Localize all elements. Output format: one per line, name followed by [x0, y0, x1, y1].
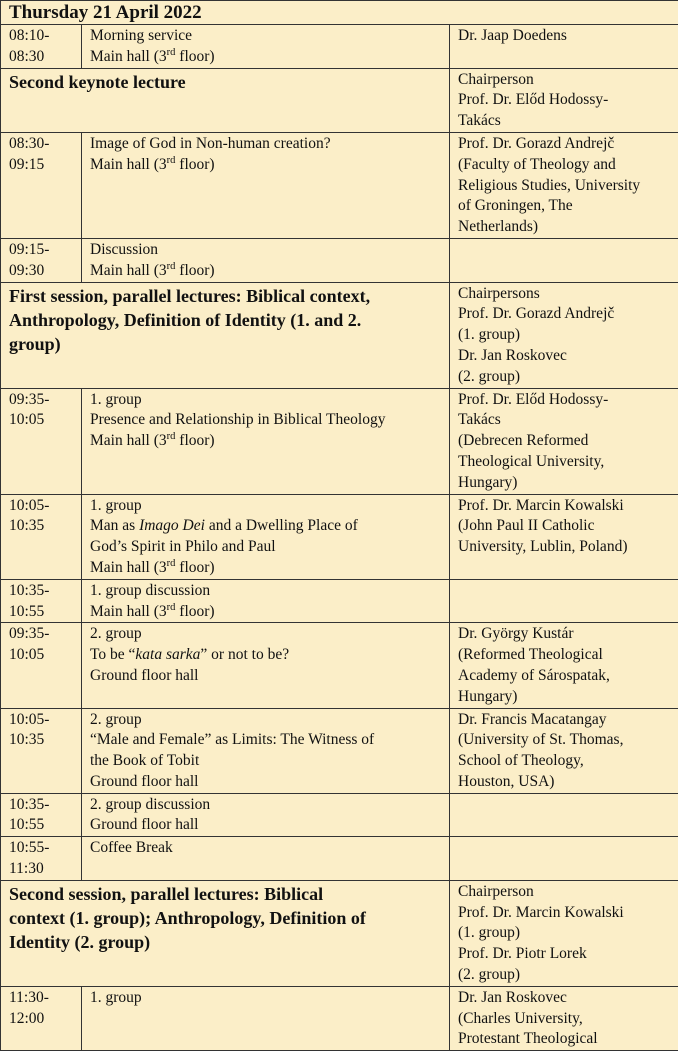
chairperson-cell [450, 68, 678, 132]
session-row [1, 986, 678, 1050]
chairperson-line: Chairperson [458, 70, 670, 91]
speaker-cell [450, 708, 678, 793]
session-line: Ground floor hall [90, 772, 441, 793]
section-header-row [1, 68, 678, 132]
time-line: 08:30 [9, 47, 79, 68]
session-line: Main hall (3rd floor) [90, 602, 441, 623]
chairperson-line: (1. group) [458, 325, 670, 346]
time-cell [1, 25, 82, 69]
chairperson-line: (2. group) [458, 367, 670, 388]
time-cell [1, 238, 82, 282]
time-line: 09:35- [9, 390, 79, 411]
speaker-line: Dr. Jaap Doedens [458, 26, 670, 47]
section-title-line: Anthropology, Definition of Identity (1. and 2. [9, 308, 441, 332]
session-line: 2. group discussion [90, 795, 441, 816]
session-line: Man as Imago Dei and a Dwelling Place of [90, 516, 441, 537]
time-line: 12:00 [9, 1009, 79, 1030]
speaker-line: Prof. Dr. Marcin Kowalski [458, 496, 670, 517]
session-line: Discussion [90, 240, 441, 261]
speaker-cell [450, 25, 678, 69]
speaker-line: Takács [458, 410, 670, 431]
time-line: 10:35 [9, 516, 79, 537]
session-line: Main hall (3rd floor) [90, 431, 441, 452]
session-cell [82, 623, 450, 708]
speaker-line: Religious Studies, University [458, 176, 670, 197]
speaker-line: (Faculty of Theology and [458, 155, 670, 176]
session-cell [82, 238, 450, 282]
session-line: Main hall (3rd floor) [90, 261, 441, 282]
speaker-line: Dr. Francis Macatangay [458, 710, 670, 731]
speaker-cell [450, 388, 678, 494]
speaker-cell [450, 579, 678, 623]
session-line: Ground floor hall [90, 666, 441, 687]
session-line: Morning service [90, 26, 441, 47]
day-header-row [1, 1, 678, 25]
session-line: Image of God in Non-human creation? [90, 134, 441, 155]
section-title-line: Second session, parallel lectures: Biblical [9, 882, 441, 906]
session-line: 1. group [90, 988, 441, 1009]
session-line: Main hall (3rd floor) [90, 47, 441, 68]
session-cell [82, 25, 450, 69]
session-line: 2. group [90, 624, 441, 645]
time-line: 11:30 [9, 859, 79, 880]
speaker-line: Prof. Dr. Gorazd Andrejč [458, 134, 670, 155]
speaker-line: Houston, USA) [458, 772, 670, 793]
time-line: 08:10- [9, 26, 79, 47]
speaker-line: (University of St. Thomas, [458, 730, 670, 751]
speaker-line: (Charles University, [458, 1009, 670, 1030]
speaker-cell [450, 494, 678, 579]
session-row [1, 793, 678, 837]
session-line: God’s Spirit in Philo and Paul [90, 537, 441, 558]
session-line: “Male and Female” as Limits: The Witness of [90, 730, 441, 751]
speaker-cell [450, 238, 678, 282]
speaker-line: Prof. Dr. Előd Hodossy- [458, 390, 670, 411]
session-row [1, 494, 678, 579]
time-line: 09:15 [9, 155, 79, 176]
session-cell [82, 837, 450, 881]
speaker-line: Dr. Jan Roskovec [458, 988, 670, 1009]
session-row [1, 238, 678, 282]
speaker-line: (John Paul II Catholic [458, 516, 670, 537]
speaker-line: Hungary) [458, 473, 670, 494]
time-cell [1, 388, 82, 494]
speaker-line: University, Lublin, Poland) [458, 537, 670, 558]
speaker-line: (Reformed Theological [458, 645, 670, 666]
time-line: 08:30- [9, 134, 79, 155]
section-title [1, 68, 450, 132]
session-line: 2. group [90, 710, 441, 731]
speaker-line: School of Theology, [458, 751, 670, 772]
session-cell [82, 708, 450, 793]
session-cell [82, 388, 450, 494]
chairperson-cell [450, 880, 678, 986]
speaker-line: Theological University, [458, 452, 670, 473]
speaker-cell [450, 132, 678, 238]
section-title-line: context (1. group); Anthropology, Definition of [9, 906, 441, 930]
chairperson-line: Prof. Dr. Előd Hodossy- [458, 90, 670, 111]
section-header-row [1, 880, 678, 986]
time-line: 10:05 [9, 645, 79, 666]
session-line: Presence and Relationship in Biblical Theology [90, 410, 441, 431]
chairperson-cell [450, 282, 678, 388]
session-line: Coffee Break [90, 838, 441, 859]
speaker-cell [450, 837, 678, 881]
time-line: 10:55 [9, 602, 79, 623]
schedule-body [1, 1, 678, 1051]
session-row [1, 708, 678, 793]
session-line: To be “kata sarka” or not to be? [90, 645, 441, 666]
session-line: 1. group [90, 390, 441, 411]
chairperson-line: Prof. Dr. Piotr Lorek [458, 944, 670, 965]
session-row [1, 388, 678, 494]
speaker-cell [450, 986, 678, 1050]
session-cell [82, 793, 450, 837]
time-line: 10:05 [9, 410, 79, 431]
time-cell [1, 793, 82, 837]
time-line: 10:05- [9, 710, 79, 731]
session-line: 1. group discussion [90, 581, 441, 602]
session-cell [82, 494, 450, 579]
time-cell [1, 494, 82, 579]
time-line: 10:55- [9, 838, 79, 859]
speaker-line: Protestant Theological [458, 1029, 670, 1050]
section-title [1, 282, 450, 388]
section-header-row [1, 282, 678, 388]
session-line: 1. group [90, 496, 441, 517]
session-cell [82, 132, 450, 238]
time-cell [1, 708, 82, 793]
time-line: 10:55 [9, 815, 79, 836]
time-line: 11:30- [9, 988, 79, 1009]
time-cell [1, 579, 82, 623]
chairperson-line: (1. group) [458, 923, 670, 944]
session-row [1, 579, 678, 623]
session-line: the Book of Tobit [90, 751, 441, 772]
section-title [1, 880, 450, 986]
chairperson-line: (2. group) [458, 965, 670, 986]
chairperson-line: Chairperson [458, 882, 670, 903]
chairperson-line: Takács [458, 111, 670, 132]
time-cell [1, 132, 82, 238]
time-line: 10:35- [9, 581, 79, 602]
time-line: 09:30 [9, 261, 79, 282]
speaker-line: Academy of Sárospatak, [458, 666, 670, 687]
session-line: Main hall (3rd floor) [90, 155, 441, 176]
session-line: Main hall (3rd floor) [90, 558, 441, 579]
time-line: 10:35- [9, 795, 79, 816]
time-cell [1, 623, 82, 708]
speaker-line: (Debrecen Reformed [458, 431, 670, 452]
speaker-line: Dr. György Kustár [458, 624, 670, 645]
time-line: 10:35 [9, 730, 79, 751]
section-title-line: group) [9, 332, 441, 356]
chairperson-line: Prof. Dr. Marcin Kowalski [458, 903, 670, 924]
time-line: 09:35- [9, 624, 79, 645]
session-line: Ground floor hall [90, 815, 441, 836]
section-title-line: Second keynote lecture [9, 70, 441, 94]
speaker-line: of Groningen, The [458, 196, 670, 217]
day-title: Thursday 21 April 2022 [1, 1, 678, 25]
speaker-cell [450, 623, 678, 708]
session-cell [82, 986, 450, 1050]
chairperson-line: Chairpersons [458, 284, 670, 305]
chairperson-line: Prof. Dr. Gorazd Andrejč [458, 304, 670, 325]
section-title-line: Identity (2. group) [9, 930, 441, 954]
session-row [1, 132, 678, 238]
speaker-cell [450, 793, 678, 837]
time-cell [1, 837, 82, 881]
session-row [1, 623, 678, 708]
session-cell [82, 579, 450, 623]
time-line: 09:15- [9, 240, 79, 261]
time-line: 10:05- [9, 496, 79, 517]
time-cell [1, 986, 82, 1050]
session-row [1, 837, 678, 881]
speaker-line: Hungary) [458, 687, 670, 708]
session-row [1, 25, 678, 69]
chairperson-line: Dr. Jan Roskovec [458, 346, 670, 367]
speaker-line: Netherlands) [458, 217, 670, 238]
section-title-line: First session, parallel lectures: Biblical context, [9, 284, 441, 308]
